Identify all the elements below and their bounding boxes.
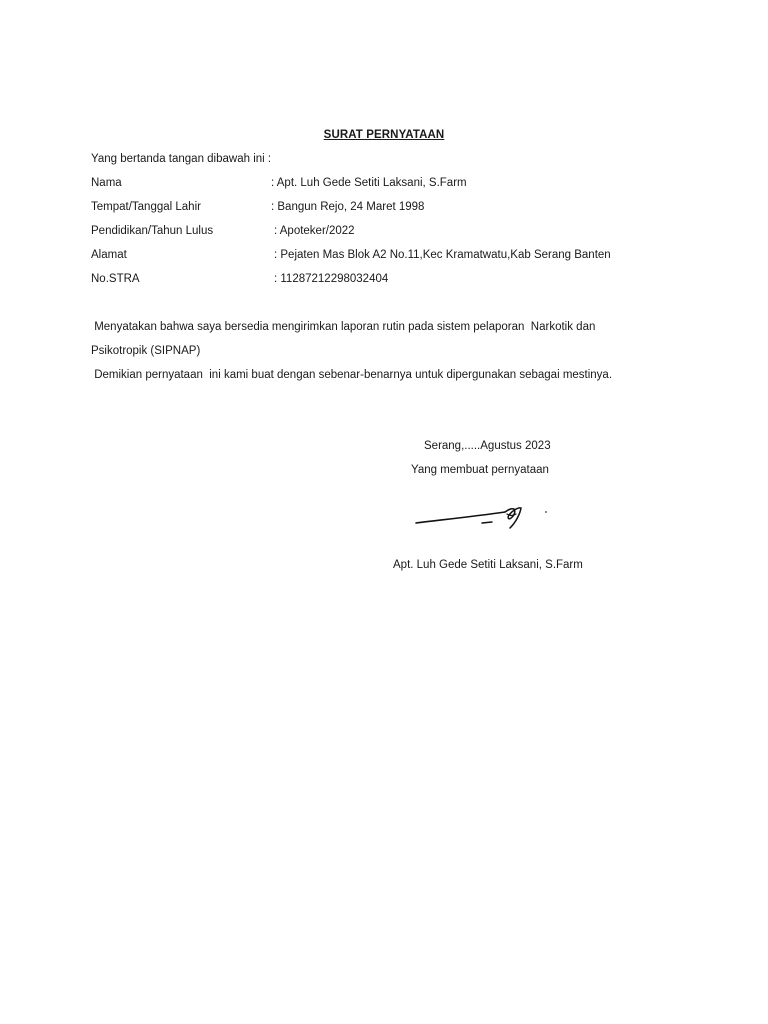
document-title: SURAT PERNYATAAN [323, 129, 445, 141]
field-label: Tempat/Tanggal Lahir [91, 201, 201, 213]
field-row-pendidikan [91, 225, 691, 241]
field-label: Nama [91, 177, 122, 189]
field-row-no-stra [91, 273, 691, 289]
field-label: Pendidikan/Tahun Lulus [91, 225, 214, 237]
place-date: Serang,.....Agustus 2023 [424, 440, 551, 452]
field-row-nama [91, 177, 691, 193]
field-value: : Pejaten Mas Blok A2 No.11,Kec Kramatwatu,Kab Serang Banten [274, 249, 611, 261]
field-value: : Apt. Luh Gede Setiti Laksani, S.Farm [271, 177, 467, 189]
closing-statement: Demikian pernyataan ini kami buat dengan sebenar-benarnya untuk dipergunakan sebagai mestinya. [91, 369, 613, 381]
field-value: : Bangun Rejo, 24 Maret 1998 [271, 201, 425, 213]
field-value: : Apoteker/2022 [274, 225, 355, 237]
field-value: : 11287212298032404 [274, 273, 389, 285]
handwritten-signature-icon [410, 496, 560, 536]
intro-text: Yang bertanda tangan dibawah ini : [91, 153, 272, 165]
signer-name: Apt. Luh Gede Setiti Laksani, S.Farm [393, 559, 583, 571]
field-row-tempat-tanggal-lahir [91, 201, 691, 217]
field-label: Alamat [91, 249, 127, 261]
field-label: No.STRA [91, 273, 140, 285]
maker-label: Yang membuat pernyataan [411, 464, 549, 476]
field-row-alamat [91, 249, 691, 265]
statement-line-1: Menyatakan bahwa saya bersedia mengirimkan laporan rutin pada sistem pelaporan Narkotik dan [91, 321, 596, 333]
statement-line-2: Psikotropik (SIPNAP) [91, 345, 201, 357]
